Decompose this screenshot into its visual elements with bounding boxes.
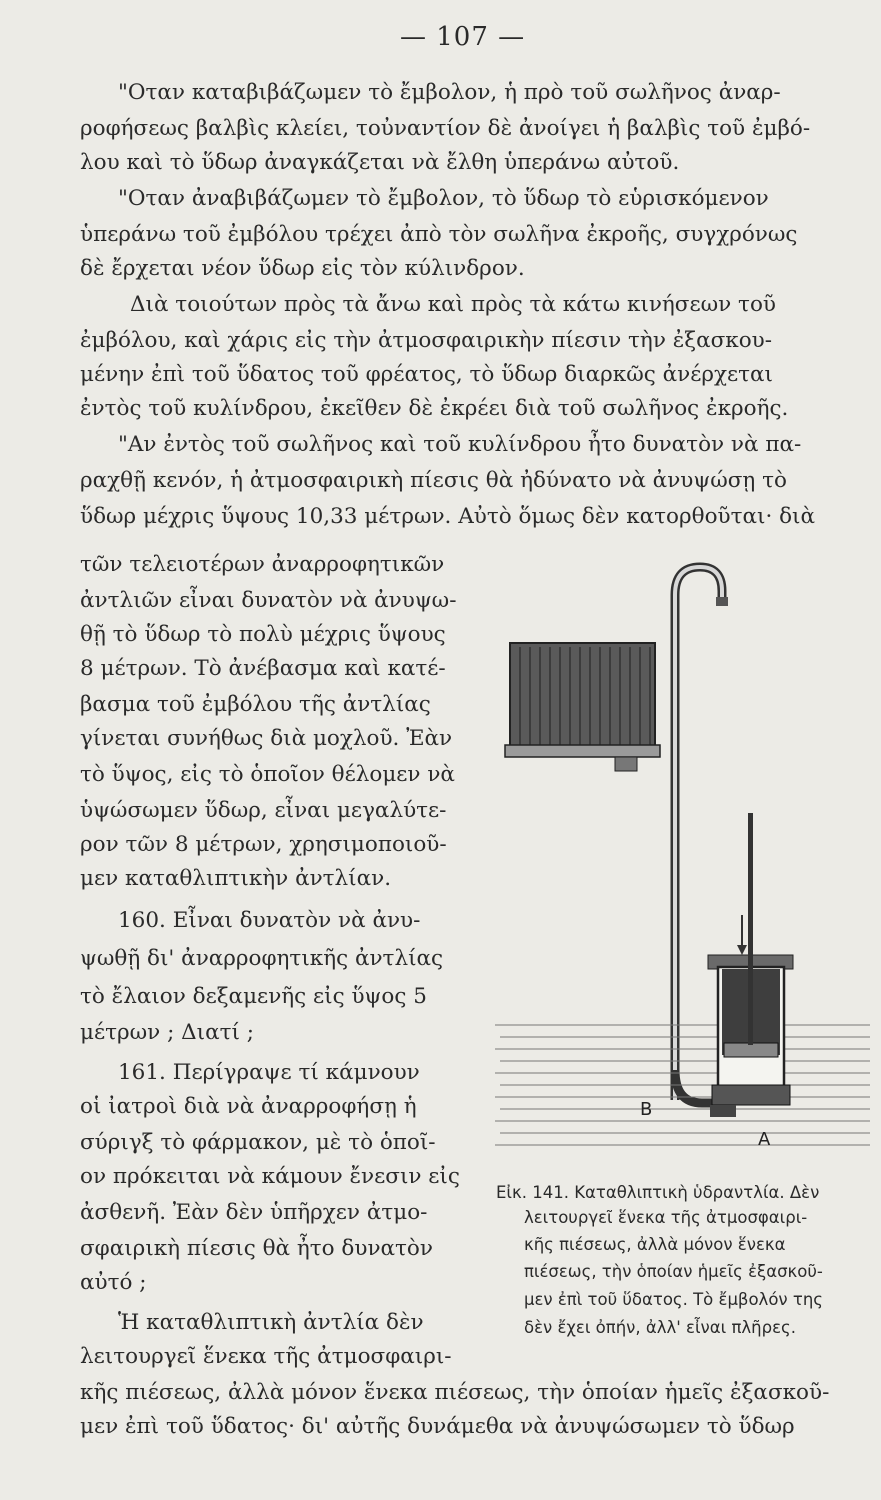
exercise-line: τὸ ἔλαιον δεξαμενῆς εἰς ὕψος 5 bbox=[80, 984, 427, 1009]
exercise-line: ψωθῇ δι' ἀναρροφητικῆς ἀντλίας bbox=[80, 946, 444, 971]
exercise-line: 160. Εἶναι δυνατὸν νὰ ἀνυ- bbox=[118, 908, 421, 933]
exercise-line: μέτρων ; Διατί ; bbox=[80, 1020, 255, 1045]
exercise-line: σφαιρικὴ πίεσις θὰ ἦτο δυνατὸν bbox=[80, 1236, 433, 1261]
text-line: "Αν ἐντὸς τοῦ σωλῆνος καὶ τοῦ κυλίνδρου ἦτο δυνατὸν νὰ πα- bbox=[118, 432, 802, 457]
pump-cylinder bbox=[708, 813, 793, 1117]
text-line: ὑπεράνω τοῦ ἐμβόλου τρέχει ἀπὸ τὸν σωλῆνα ἐκροῆς, συγχρόνως bbox=[80, 222, 798, 247]
figure-caption-line: κῆς πιέσεως, ἀλλὰ μόνον ἕνεκα bbox=[524, 1235, 786, 1254]
figure-caption-line: Εἰκ. 141. Καταθλιπτικὴ ὑδραντλία. Δὲν bbox=[496, 1183, 820, 1202]
page-number: — 107 — bbox=[400, 22, 526, 52]
exercise-line: οἱ ἰατροὶ διὰ νὰ ἀναρροφήσῃ ἡ bbox=[80, 1094, 417, 1119]
figure-caption-line: πιέσεως, τὴν ὁποίαν ἡμεῖς ἐξασκοῦ- bbox=[524, 1262, 823, 1281]
text-line: ὕδωρ μέχρις ὕψους 10,33 μέτρων. Αὐτὸ ὅμως δὲν κατορθοῦται· διὰ bbox=[80, 504, 815, 529]
text-line: λειτουργεῖ ἕνεκα τῆς ἀτμοσφαιρι- bbox=[80, 1344, 452, 1369]
text-line: ἐντὸς τοῦ κυλίνδρου, ἐκεῖθεν δὲ ἐκρέει διὰ τοῦ σωλῆνος ἐκροῆς. bbox=[80, 396, 789, 421]
label-a: A bbox=[758, 1129, 771, 1150]
text-line: τῶν τελειοτέρων ἀναρροφητικῶν bbox=[80, 552, 445, 577]
text-line: ρον τῶν 8 μέτρων, χρησιμοποιοῦ- bbox=[80, 832, 447, 857]
exercise-line: 161. Περίγραψε τί κάμνουν bbox=[118, 1060, 420, 1085]
text-line: γίνεται συνήθως διὰ μοχλοῦ. Ἐὰν bbox=[80, 726, 453, 751]
text-line: ροφήσεως βαλβὶς κλείει, τοὐναντίον δὲ ἀνοίγει ἡ βαλβὶς τοῦ ἐμβό- bbox=[80, 116, 811, 141]
text-line: ὑψώσωμεν ὕδωρ, εἶναι μεγαλύτε- bbox=[80, 798, 447, 823]
force-pump-illustration bbox=[490, 555, 880, 1165]
water bbox=[495, 1025, 870, 1145]
text-line: ἐμβόλου, καὶ χάρις εἰς τὴν ἀτμοσφαιρικὴν πίεσιν τὴν ἐξασκου- bbox=[80, 328, 773, 353]
text-line: μένην ἐπὶ τοῦ ὕδατος τοῦ φρέατος, τὸ ὕδωρ διαρκῶς ἀνέρχεται bbox=[80, 362, 773, 387]
exercise-line: ον πρόκειται νὰ κάμουν ἔνεσιν εἰς bbox=[80, 1164, 460, 1189]
text-line: Ἡ καταθλιπτικὴ ἀντλία δὲν bbox=[118, 1310, 424, 1335]
exercise-line: αὐτό ; bbox=[80, 1270, 147, 1295]
text-line: 8 μέτρων. Τὸ ἀνέβασμα καὶ κατέ- bbox=[80, 656, 446, 681]
text-line: τὸ ὕψος, εἰς τὸ ὁποῖον θέλομεν νὰ bbox=[80, 762, 455, 787]
text-line: θῇ τὸ ὕδωρ τὸ πολὺ μέχρις ὕψους bbox=[80, 622, 446, 647]
text-line: βασμα τοῦ ἐμβόλου τῆς ἀντλίας bbox=[80, 692, 431, 717]
figure-caption-line: μεν ἐπὶ τοῦ ὕδατος. Τὸ ἔμβολόν της bbox=[524, 1290, 823, 1309]
exercise-line: σύριγξ τὸ φάρμακον, μὲ τὸ ὁποῖ- bbox=[80, 1130, 436, 1155]
text-line: ραχθῇ κενόν, ἡ ἀτμοσφαιρικὴ πίεσις θὰ ἠδύνατο νὰ ἀνυψώσῃ τὸ bbox=[80, 468, 787, 493]
exercise-line: ἀσθενῆ. Ἐὰν δὲν ὑπῆρχεν ἀτμο- bbox=[80, 1200, 428, 1225]
text-line: λου καὶ τὸ ὕδωρ ἀναγκάζεται νὰ ἔλθη ὑπεράνω αὐτοῦ. bbox=[80, 150, 680, 175]
text-line: μεν ἐπὶ τοῦ ὕδατος· δι' αὐτῆς δυνάμεθα νὰ ἀνυψώσωμεν τὸ ὕδωρ bbox=[80, 1414, 795, 1439]
text-line: "Οταν καταβιβάζωμεν τὸ ἔμβολον, ἡ πρὸ τοῦ σωλῆνος ἀναρ- bbox=[118, 80, 781, 105]
text-line: ἀντλιῶν εἶναι δυνατὸν νὰ ἀνυψω- bbox=[80, 588, 457, 613]
text-line: Διὰ τοιούτων πρὸς τὰ ἄνω καὶ πρὸς τὰ κάτω κινήσεων τοῦ bbox=[130, 292, 776, 317]
label-b: B bbox=[640, 1099, 653, 1120]
figure-caption-line: λειτουργεῖ ἕνεκα τῆς ἀτμοσφαιρι- bbox=[524, 1208, 808, 1227]
text-line: μεν καταθλιπτικὴν ἀντλίαν. bbox=[80, 866, 392, 891]
upper-tank bbox=[505, 643, 660, 771]
text-line: "Οταν ἀναβιβάζωμεν τὸ ἔμβολον, τὸ ὕδωρ τὸ εὑρισκόμενον bbox=[118, 186, 769, 211]
figure-caption-line: δὲν ἔχει ὀπήν, ἀλλ' εἶναι πλῆρες. bbox=[524, 1318, 796, 1337]
text-line: δὲ ἔρχεται νέον ὕδωρ εἰς τὸν κύλινδρον. bbox=[80, 256, 525, 281]
text-line: κῆς πιέσεως, ἀλλὰ μόνον ἕνεκα πιέσεως, τὴν ὁποίαν ἡμεῖς ἐξασκοῦ- bbox=[80, 1380, 830, 1405]
